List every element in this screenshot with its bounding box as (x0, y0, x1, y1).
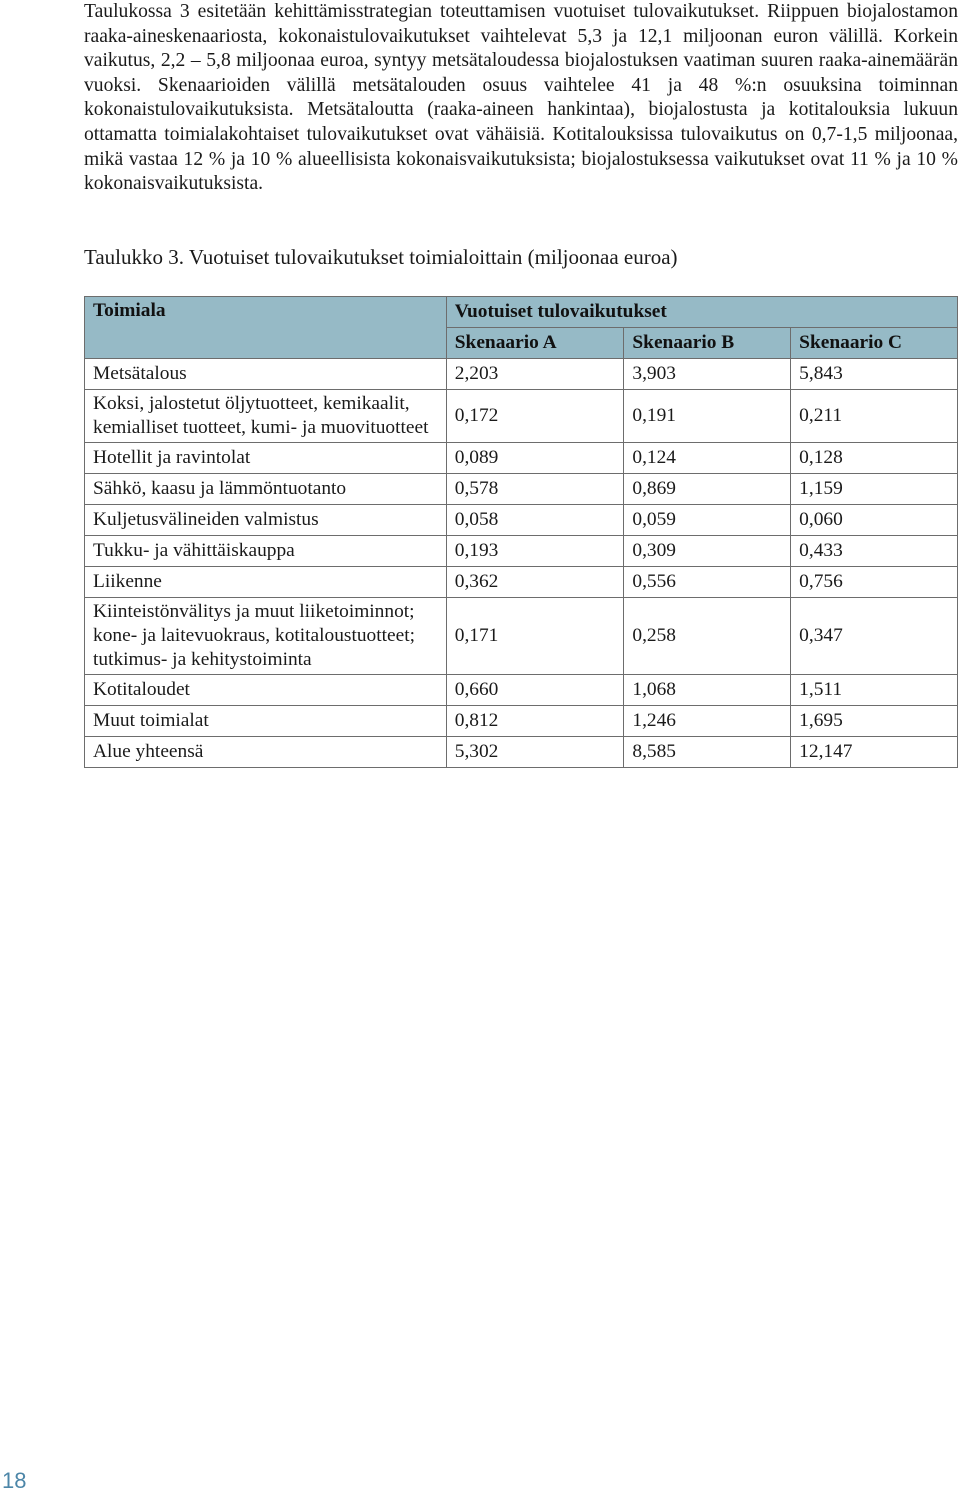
cell-industry: Hotellit ja ravintolat (85, 443, 447, 474)
cell-industry: Alue yhteensä (85, 737, 447, 768)
header-annual-income-effects: Vuotuiset tulovaikutukset (446, 297, 957, 328)
cell-scenario-b: 0,309 (624, 536, 791, 567)
cell-scenario-c: 0,128 (791, 443, 958, 474)
table-row (85, 443, 958, 474)
cell-scenario-a: 0,171 (446, 598, 624, 675)
table-row (85, 505, 958, 536)
cell-scenario-c: 0,756 (791, 567, 958, 598)
page-number: 18 (2, 1468, 27, 1493)
cell-scenario-a: 0,812 (446, 706, 624, 737)
income-effects-table (84, 296, 958, 768)
cell-industry: Metsätalous (85, 359, 447, 390)
cell-scenario-a: 2,203 (446, 359, 624, 390)
cell-scenario-b: 0,556 (624, 567, 791, 598)
cell-scenario-a: 0,089 (446, 443, 624, 474)
body-paragraph: Taulukossa 3 esitetään kehittämisstrategian toteuttamisen vuotuiset tulovaikutukset. Riippuen biojalostamon raaka-aineskenaariosta, kokonaistulovaikutukset vaihtelevat 5,3 ja 12,1 miljoonan euron välillä. Korkein vaikutus, 2,2 – 5,8 miljoonaa euroa, syntyy metsätaloudessa biojalostuksen vaatiman suuren raaka-ainemäärän vuoksi. Skenaarioiden välillä metsätalouden osuus vaihtelee 41 ja 48 %:n osuuksina toiminnan kokonaistulovaikutuksista. Metsätaloutta (raaka-aineen hankintaa), biojalostusta ja kotitalouksia lukuun ottamatta toimialakohtaiset tulovaikutukset ovat vähäisiä. Kotitalouksissa tulovaikutus on 0,7-1,5 miljoonaa, mikä vastaa 12 % ja 10 % alueellisista kokonaisvaikutuksista; biojalostuksessa vaikutukset ovat 11 % ja 10 % kokonaisvaikutuksista. (84, 1, 958, 195)
cell-scenario-a: 0,193 (446, 536, 624, 567)
cell-scenario-c: 0,347 (791, 598, 958, 675)
cell-scenario-c: 0,060 (791, 505, 958, 536)
cell-industry: Kotitaloudet (85, 675, 447, 706)
table-caption: Taulukko 3. Vuotuiset tulovaikutukset toimialoittain (miljoonaa euroa) (84, 245, 678, 269)
table-row (85, 390, 958, 443)
cell-scenario-b: 0,059 (624, 505, 791, 536)
table-row (85, 567, 958, 598)
table-row (85, 675, 958, 706)
cell-scenario-a: 0,362 (446, 567, 624, 598)
cell-industry: Sähkö, kaasu ja lämmöntuotanto (85, 474, 447, 505)
cell-scenario-b: 1,246 (624, 706, 791, 737)
cell-industry: Kiinteistönvälitys ja muut liiketoiminnot; kone- ja laitevuokraus, kotitaloustuotteet; tutkimus- ja kehitystoiminta (85, 598, 447, 675)
cell-scenario-b: 8,585 (624, 737, 791, 768)
cell-scenario-c: 0,433 (791, 536, 958, 567)
cell-scenario-b: 1,068 (624, 675, 791, 706)
cell-scenario-b: 0,258 (624, 598, 791, 675)
cell-scenario-b: 0,869 (624, 474, 791, 505)
header-industry: Toimiala (85, 297, 447, 359)
table-row (85, 536, 958, 567)
cell-scenario-c: 0,211 (791, 390, 958, 443)
cell-industry: Muut toimialat (85, 706, 447, 737)
table-header-row (85, 297, 958, 328)
cell-scenario-c: 12,147 (791, 737, 958, 768)
table-row (85, 598, 958, 675)
cell-scenario-c: 1,511 (791, 675, 958, 706)
table-row (85, 706, 958, 737)
cell-scenario-b: 0,124 (624, 443, 791, 474)
header-scenario-b: Skenaario B (624, 328, 791, 359)
cell-scenario-a: 0,172 (446, 390, 624, 443)
table-row (85, 359, 958, 390)
cell-scenario-a: 0,578 (446, 474, 624, 505)
cell-scenario-b: 3,903 (624, 359, 791, 390)
header-scenario-c: Skenaario C (791, 328, 958, 359)
table-row (85, 737, 958, 768)
cell-scenario-c: 5,843 (791, 359, 958, 390)
cell-scenario-a: 0,058 (446, 505, 624, 536)
cell-scenario-c: 1,159 (791, 474, 958, 505)
cell-scenario-b: 0,191 (624, 390, 791, 443)
cell-industry: Koksi, jalostetut öljytuotteet, kemikaalit, kemialliset tuotteet, kumi- ja muovituotteet (85, 390, 447, 443)
cell-industry: Kuljetusvälineiden valmistus (85, 505, 447, 536)
header-scenario-a: Skenaario A (446, 328, 624, 359)
cell-scenario-a: 5,302 (446, 737, 624, 768)
cell-industry: Tukku- ja vähittäiskauppa (85, 536, 447, 567)
table-row (85, 474, 958, 505)
cell-industry: Liikenne (85, 567, 447, 598)
cell-scenario-a: 0,660 (446, 675, 624, 706)
cell-scenario-c: 1,695 (791, 706, 958, 737)
document-page (2, 0, 958, 1493)
